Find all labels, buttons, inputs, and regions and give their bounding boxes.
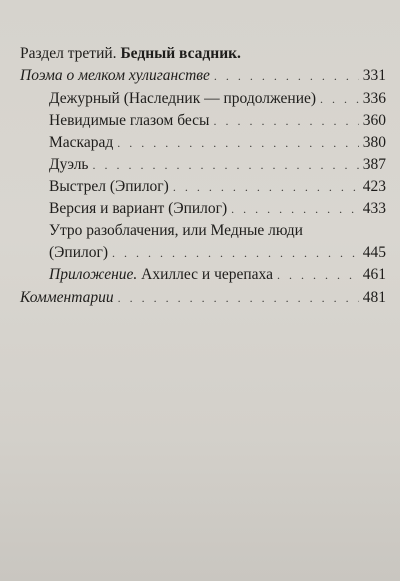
toc-entry-title-line1: Утро разоблачения, или Медные люди [49, 222, 303, 239]
dot-leader [277, 265, 359, 285]
dot-leader [214, 66, 359, 86]
toc-entry-page: 445 [362, 244, 386, 261]
toc-entry-title-line2: (Эпилог) [49, 244, 108, 261]
section-prefix: Раздел третий. [20, 45, 117, 62]
toc-entry [49, 155, 386, 175]
toc-entry [20, 288, 386, 308]
toc-entry [49, 133, 386, 153]
toc-entry [20, 66, 386, 86]
toc-entry-page: 380 [362, 134, 386, 151]
dot-leader [231, 199, 359, 219]
dot-leader [118, 288, 359, 308]
toc-entry-title: Поэма о мелком хулиганстве [20, 67, 210, 84]
toc-entry-page: 423 [362, 178, 386, 195]
toc-entry-title: Версия и вариант (Эпилог) [49, 200, 228, 217]
dot-leader [213, 111, 358, 131]
toc-entry [49, 199, 386, 219]
toc-entry-page: 336 [362, 90, 386, 107]
toc-entry [49, 89, 386, 109]
toc-entry-page: 360 [362, 112, 386, 129]
toc-entry-page: 331 [362, 67, 386, 84]
toc-entry-page: 433 [362, 200, 386, 217]
toc-entry-title: Дуэль [49, 156, 89, 173]
toc-entry-title: Невидимые глазом бесы [49, 112, 210, 129]
toc-entry [49, 243, 386, 263]
dot-leader [117, 133, 359, 153]
toc-entry-page: 387 [362, 156, 386, 173]
section-title: Бедный всадник. [120, 45, 241, 62]
toc-entry-page: 481 [362, 289, 386, 306]
toc-entry-page: 461 [362, 266, 386, 283]
appendix-title: Ахиллес и черепаха [141, 266, 273, 283]
section-heading [20, 44, 241, 64]
dot-leader [173, 177, 359, 197]
toc-entry-title: Маскарад [49, 134, 114, 151]
toc-entry [49, 177, 386, 197]
toc-entry-title [49, 265, 273, 285]
dot-leader [320, 89, 359, 109]
dot-leader [112, 243, 359, 263]
toc-entry [49, 111, 386, 131]
toc-entry-title: Комментарии [20, 289, 114, 306]
toc-entry-title: Дежурный (Наследник — продолжение) [49, 90, 317, 107]
dot-leader [93, 155, 359, 175]
toc-entry-title: Выстрел (Эпилог) [49, 178, 169, 195]
toc-entry [49, 265, 386, 285]
appendix-label: Приложение. [49, 266, 138, 283]
